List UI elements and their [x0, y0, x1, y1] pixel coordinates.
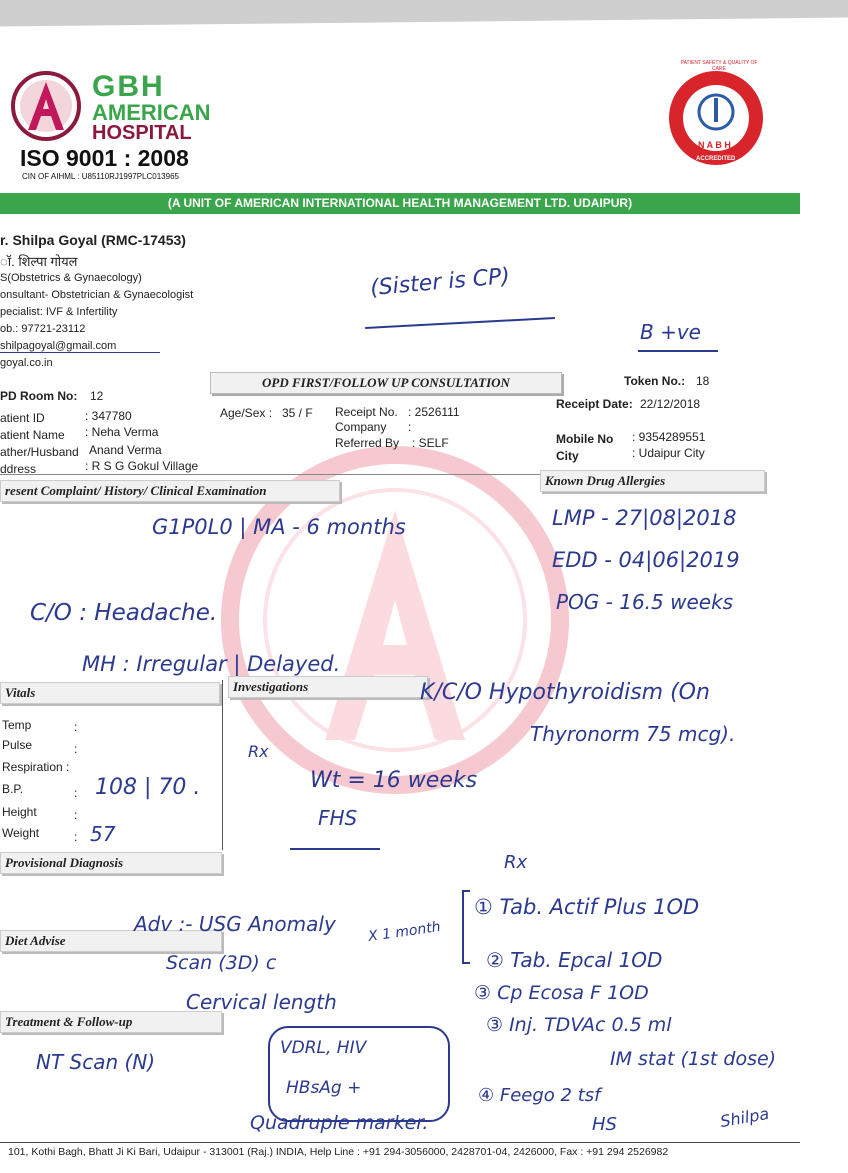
- doctor-role: onsultant- Obstetrician & Gynaecologist: [0, 289, 194, 301]
- city-value: : Udaipur City: [632, 446, 705, 460]
- hw-sister: (Sister is CP): [369, 263, 511, 302]
- hw-mh: MH : Irregular | Delayed.: [82, 652, 341, 676]
- hw-bp-value: 108 | 70 .: [95, 775, 201, 800]
- unit-banner: [0, 193, 800, 214]
- brand-line1: GBH: [92, 70, 165, 103]
- nabh-outer: PATIENT SAFETY & QUALITY OF CARE: [680, 60, 758, 72]
- referred-label: Referred By: [335, 436, 400, 450]
- hw-lmp: LMP - 27|08|2018: [552, 506, 737, 530]
- unit-banner-text: (A UNIT OF AMERICAN INTERNATIONAL HEALTH MANAGEMENT LTD. UDAIPUR): [167, 196, 633, 210]
- company-label: Company: [335, 420, 387, 434]
- hw-obstetric: G1P0L0 | MA - 6 months: [152, 515, 406, 539]
- hw-history1: K/C/O Hypothyroidism (On: [420, 680, 710, 705]
- doctor-web: goyal.co.in: [0, 357, 53, 369]
- iso-label: ISO 9001 : 2008: [20, 145, 189, 171]
- hw-rx-top: Rx: [248, 742, 269, 761]
- receipt-date-label: Receipt Date:: [556, 397, 633, 411]
- hw-signature: Shilpa: [718, 1103, 771, 1132]
- form-title-text: OPD FIRST/FOLLOW UP CONSULTATION: [262, 375, 510, 390]
- section-treatment: Treatment & Follow-up: [0, 1011, 222, 1033]
- age-sex-label: Age/Sex :: [220, 406, 273, 420]
- footer-address: 101, Kothi Bagh, Bhatt Ji Ki Bari, Udaipur - 313001 (Raj.) INDIA, Help Line : +91 294-3056000, 2428701-04, 2426000, Fax : +91 294 2526982: [8, 1146, 669, 1158]
- hw-med2: ② Tab. Epcal 1OD: [486, 948, 663, 972]
- vital-height: Height: [2, 805, 37, 819]
- form-title: [210, 372, 562, 394]
- nabh-name: N A B H: [698, 140, 731, 150]
- patient-name-label: atient Name: [0, 428, 65, 442]
- section-vitals: Vitals: [0, 682, 220, 704]
- hw-edd: EDD - 04|06|2019: [552, 548, 740, 572]
- doctor-mobile: ob.: 97721-23112: [0, 323, 86, 335]
- hw-lab1: VDRL, HIV: [280, 1038, 367, 1058]
- father-label: ather/Husband: [0, 445, 79, 459]
- hw-blood-underline: [638, 350, 718, 352]
- vital-pulse: Pulse: [2, 738, 33, 752]
- token-value: 18: [696, 374, 710, 388]
- hw-weight-value: 57: [90, 822, 116, 846]
- hw-x-month: X 1 month: [367, 919, 442, 945]
- vital-temp: Temp: [2, 718, 32, 732]
- token-label: Token No.:: [624, 374, 686, 388]
- brand-line2: AMERICAN: [92, 100, 211, 125]
- brand-line3: HOSPITAL: [92, 122, 192, 144]
- receipt-label: Receipt No.: [335, 405, 398, 419]
- hw-med4: ③ Inj. TDVAc 0.5 ml: [486, 1014, 672, 1036]
- doctor-underline: [0, 352, 160, 353]
- hw-med-bracket: [462, 890, 470, 964]
- vital-weight: Weight: [2, 826, 40, 840]
- top-divider: [0, 474, 540, 475]
- hw-bracket-line: [290, 848, 380, 850]
- vitals-divider: [222, 680, 223, 850]
- hw-med1: ① Tab. Actif Plus 1OD: [474, 895, 700, 919]
- vital-colons: : : : : :: [74, 720, 78, 844]
- patient-id-label: atient ID: [0, 411, 45, 425]
- age-sex-value: 35 / F: [282, 406, 313, 420]
- doctor-degree: S(Obstetrics & Gynaecology): [0, 272, 142, 284]
- hw-nt: NT Scan (N): [36, 1050, 156, 1074]
- address-value: : R S G Gokul Village: [85, 459, 199, 473]
- nabh-accredited: ACCREDITED: [696, 156, 736, 162]
- mobile-label: Mobile No: [556, 432, 614, 446]
- cin-label: CIN OF AIHML : U85110RJ1997PLC013965: [22, 172, 179, 181]
- company-value: :: [408, 420, 412, 434]
- receipt-date-value: 22/12/2018: [640, 397, 701, 411]
- hw-blood-group: B +ve: [640, 320, 701, 344]
- hw-adv3: Cervical length: [186, 990, 337, 1014]
- hw-med5b: HS: [592, 1114, 617, 1135]
- mobile-value: : 9354289551: [632, 430, 706, 444]
- hw-lab3: Quadruple marker.: [250, 1112, 429, 1134]
- doctor-email: shilpagoyal@gmail.com: [0, 340, 117, 352]
- opd-room-label: PD Room No:: [0, 389, 78, 403]
- hw-rx: Rx: [504, 852, 528, 873]
- section-provisional: Provisional Diagnosis: [0, 852, 222, 874]
- hw-med3: ③ Cp Ecosa F 1OD: [474, 982, 649, 1004]
- footer-rule: [0, 1142, 800, 1143]
- hw-adv2: Scan (3D) c: [166, 952, 277, 974]
- hw-complaint: C/O : Headache.: [30, 600, 218, 626]
- patient-id-value: : 347780: [85, 409, 132, 423]
- hw-history2: Thyronorm 75 mcg).: [530, 722, 736, 746]
- hw-med4b: IM stat (1st dose): [610, 1048, 777, 1070]
- nabh-badge-icon: [666, 68, 766, 168]
- vital-bp: B.P.: [2, 782, 24, 796]
- hw-lab2: HBsAg +: [286, 1078, 362, 1098]
- hw-adv1: Adv :- USG Anomaly: [134, 912, 336, 936]
- section-diet: Diet Advise: [0, 930, 222, 952]
- doctor-name: r. Shilpa Goyal (RMC-17453): [0, 232, 186, 248]
- section-investigations: Investigations: [228, 676, 428, 698]
- section-complaint: resent Complaint/ History/ Clinical Examination: [0, 480, 340, 502]
- hw-pog: POG - 16.5 weeks: [556, 590, 734, 614]
- opd-room-value: 12: [90, 389, 104, 403]
- address-label: ddress: [0, 462, 37, 476]
- vital-respiration: Respiration :: [2, 760, 70, 774]
- section-allergies: Known Drug Allergies: [540, 470, 765, 492]
- hw-wt: Wt = 16 weeks: [310, 768, 478, 793]
- doctor-specialist: pecialist: IVF & Infertility: [0, 306, 118, 318]
- doctor-name-hindi: ॉ. शिल्पा गोयल: [0, 254, 78, 269]
- hospital-logo-icon: [10, 70, 82, 142]
- hw-fhs: FHS: [318, 806, 358, 830]
- patient-name-value: : Neha Verma: [85, 425, 159, 439]
- receipt-value: : 2526111: [408, 405, 460, 419]
- city-label: City: [556, 449, 579, 463]
- father-value: Anand Verma: [89, 443, 162, 457]
- referred-value: : SELF: [412, 436, 449, 450]
- hw-med5: ④ Feego 2 tsf: [478, 1085, 601, 1106]
